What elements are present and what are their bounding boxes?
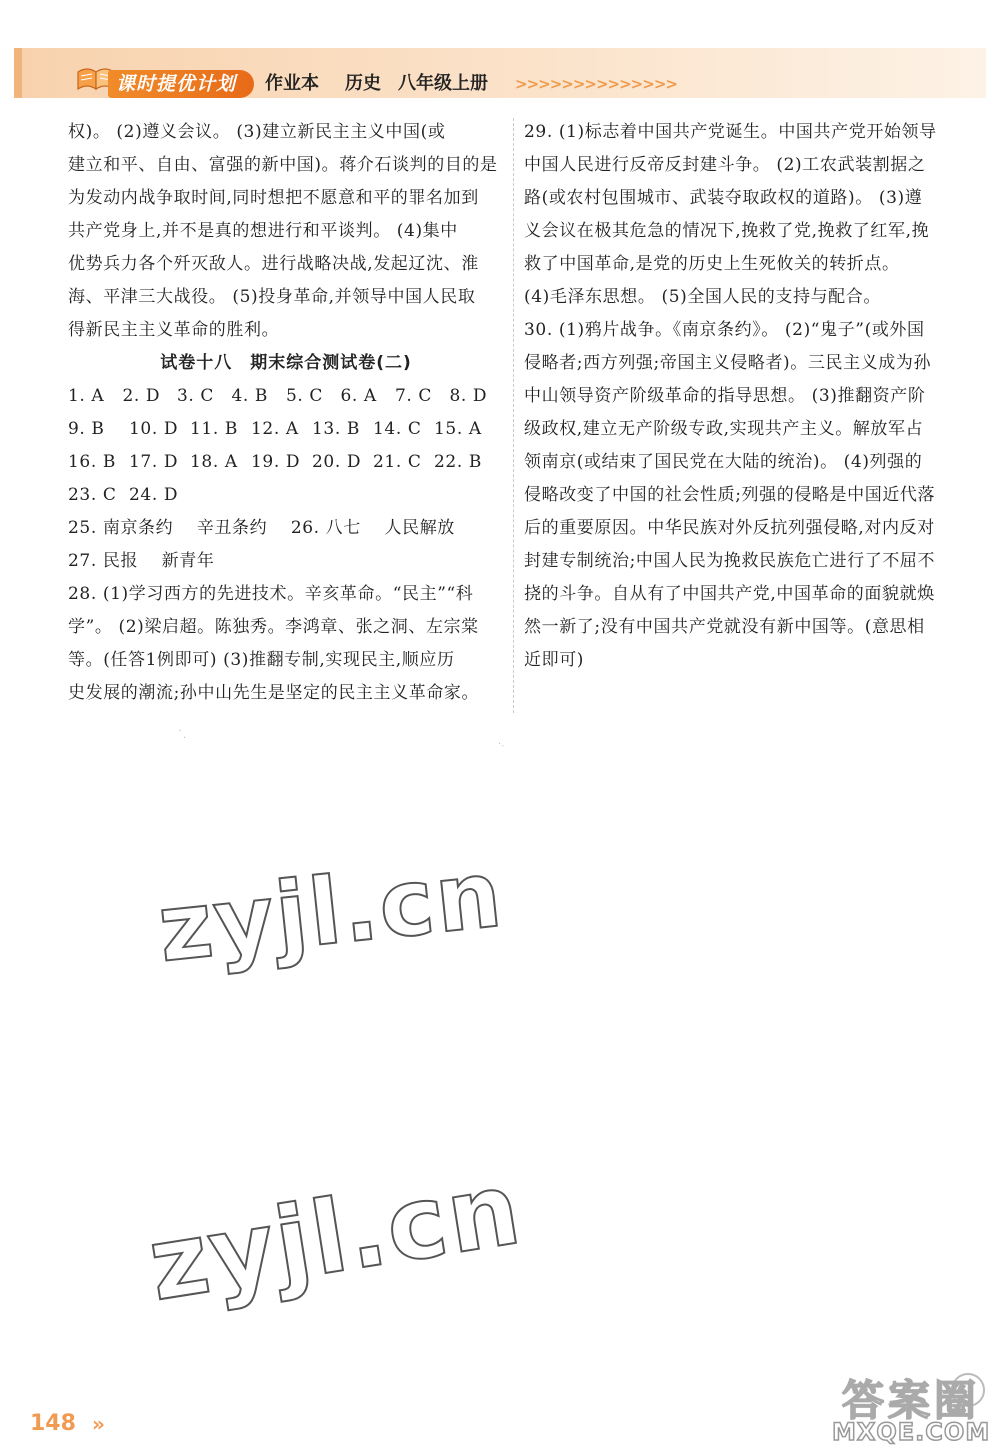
mc-answer: 22. B	[434, 452, 482, 472]
brand-title: 课时提优计划	[116, 73, 237, 95]
mc-answer: 24. D	[129, 485, 179, 505]
mc-answer: 16. B	[68, 452, 116, 472]
site-logo-text: 答案圈	[842, 1376, 981, 1425]
mc-answer: 5. C	[286, 386, 324, 406]
mc-answer: 21. C	[373, 452, 422, 472]
answer-line: 为发动内战争取时间,同时想把不愿意和平的罪名加到	[68, 188, 479, 208]
mc-answer: 18. A	[190, 452, 238, 472]
scan-smudge: ˋ.	[178, 730, 187, 741]
answer-line: 等。(任答1例即可) (3)推翻专制,实现民主,顺应历	[68, 650, 455, 670]
answer-line: 近即可)	[524, 650, 585, 670]
watermark: zyjl.cn	[153, 840, 509, 983]
mc-answer-row	[68, 380, 504, 413]
mc-answer: 3. C	[177, 386, 215, 406]
mc-answer: 17. D	[129, 452, 179, 472]
mc-answer: 10. D	[129, 419, 179, 439]
workbook-label: 作业本	[265, 73, 319, 94]
mc-answer: 12. A	[251, 419, 299, 439]
answer-line: 中山领导资产阶级革命的指导思想。 (3)推翻资产阶	[524, 386, 926, 406]
answer-line: 路(或农村包围城市、武装夺取政权的道路)。 (3)遵	[524, 188, 923, 208]
answer-line: 学”。 (2)梁启超。陈独秀。李鸿章、张之洞、左宗棠	[68, 617, 479, 637]
mc-answer: 23. C	[68, 485, 117, 505]
mc-answer: 6. A	[340, 386, 377, 406]
site-logo-url: MXQE.COM	[832, 1418, 991, 1446]
fill-answer-line: 27. 民报 新青年	[68, 551, 215, 571]
mc-answer: 14. C	[373, 419, 422, 439]
answer-line: 30. (1)鸦片战争。《南京条约》。 (2)“鬼子”(或外国	[524, 320, 925, 340]
scan-smudge: .ˏ	[498, 736, 505, 747]
mc-answer: 11. B	[190, 419, 238, 439]
answer-line: 建立和平、自由、富强的新中国)。蒋介石谈判的目的是	[68, 155, 498, 175]
answer-line: 救了中国革命,是党的历史上生死攸关的转折点。	[524, 254, 900, 274]
answer-line: 29. (1)标志着中国共产党诞生。中国共产党开始领导	[524, 122, 937, 142]
fill-answer-line: 25. 南京条约 辛丑条约 26. 八七 人民解放	[68, 518, 455, 538]
mc-answer-row	[68, 446, 504, 479]
mc-answer: 7. C	[395, 386, 433, 406]
answer-line: 海、平津三大战役。 (5)投身革命,并领导中国人民取	[68, 287, 476, 307]
subject-label: 历史	[345, 73, 381, 94]
column-divider	[513, 118, 514, 713]
mc-answer: 2. D	[122, 386, 161, 406]
page-number: 148	[30, 1411, 76, 1436]
answer-line: 侵略者;西方列强;帝国主义侵略者)。三民主义成为孙	[524, 353, 932, 373]
answer-line: 权)。 (2)遵义会议。 (3)建立新民主主义中国(或	[68, 122, 446, 142]
mc-answer: 20. D	[312, 452, 362, 472]
answer-line: 侵略改变了中国的社会性质;列强的侵略是中国近代落	[524, 485, 936, 505]
mc-answer-row	[68, 413, 504, 446]
answer-line: 义会议在极其危急的情况下,挽救了党,挽救了红军,挽	[524, 221, 930, 241]
answer-line: 史发展的潮流;孙中山先生是坚定的民主主义革命家。	[68, 683, 480, 703]
answer-line: 得新民主主义革命的胜利。	[68, 320, 280, 340]
mc-answer-row	[68, 479, 504, 512]
answer-line: 然一新了;没有中国共产党就没有新中国等。(意思相	[524, 617, 925, 637]
mc-answer: 9. B	[68, 419, 105, 439]
mc-answer: 8. D	[449, 386, 488, 406]
answer-line: 中国人民进行反帝反封建斗争。 (2)工农武装割据之	[524, 155, 926, 175]
answer-line: 挠的斗争。自从有了中国共产党,中国革命的面貌就焕	[524, 584, 935, 604]
header-stripe	[14, 48, 22, 98]
answer-line: 封建专制统治;中国人民为挽救民族危亡进行了不屈不	[524, 551, 936, 571]
mc-answer: 13. B	[312, 419, 360, 439]
mc-answer: 4. B	[231, 386, 269, 406]
right-column	[524, 116, 962, 677]
mc-answer: 15. A	[434, 419, 482, 439]
answer-line: 级政权,建立无产阶级专政,实现共产主义。解放军占	[524, 419, 924, 439]
header-chevrons: >>>>>>>>>>>>>>	[515, 75, 677, 93]
grade-label: 八年级上册	[398, 73, 488, 94]
mc-answer: 1. A	[68, 386, 105, 406]
watermark: zyjl.cn	[141, 1149, 530, 1324]
mc-answer: 19. D	[251, 452, 301, 472]
section-title: 试卷十八 期末综合测试卷(二)	[160, 353, 412, 373]
page-chevron-icon: »	[92, 1412, 105, 1436]
left-column	[68, 116, 504, 710]
answer-line: 领南京(或结束了国民党在大陆的统治)。 (4)列强的	[524, 452, 923, 472]
answer-line: (4)毛泽东思想。 (5)全国人民的支持与配合。	[524, 287, 881, 307]
answer-line: 28. (1)学习西方的先进技术。辛亥革命。“民主”“科	[68, 584, 474, 604]
answer-line: 共产党身上,并不是真的想进行和平谈判。 (4)集中	[68, 221, 458, 241]
answer-line: 后的重要原因。中华民族对外反抗列强侵略,对内反对	[524, 518, 935, 538]
answer-line: 优势兵力各个歼灭敌人。进行战略决战,发起辽沈、淮	[68, 254, 479, 274]
